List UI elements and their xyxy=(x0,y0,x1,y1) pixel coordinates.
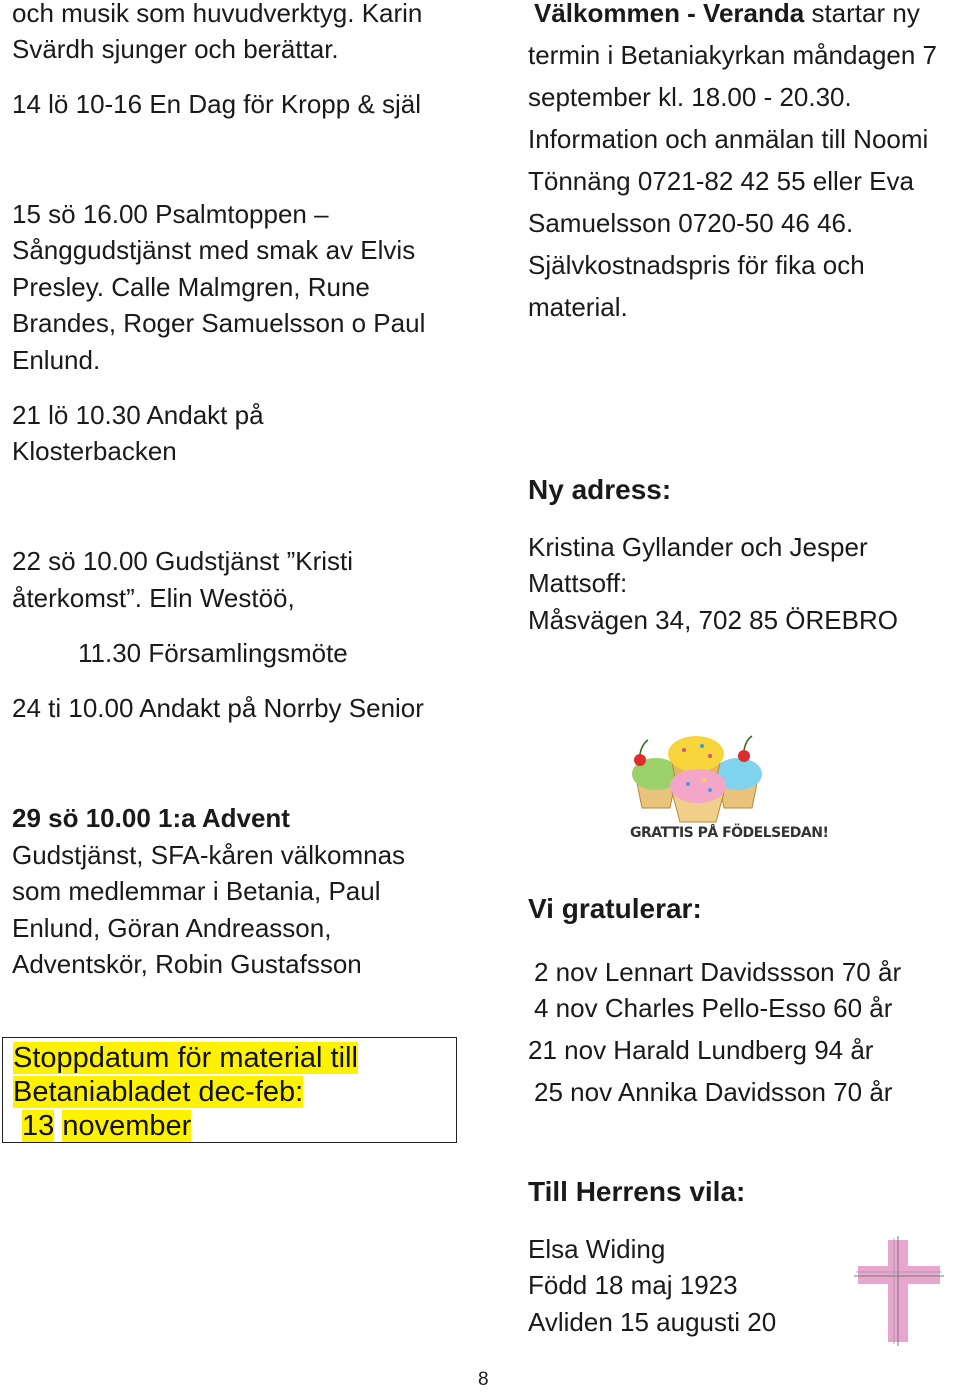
rest-born: Född 18 maj 1923 xyxy=(528,1270,738,1300)
stop-date-box xyxy=(2,1037,457,1143)
congrats-item-1: 2 nov Lennart Davidssson 70 år xyxy=(534,957,902,987)
event-29-title: 29 sö 10.00 1:a Advent xyxy=(12,803,290,833)
rest-died: Avliden 15 augusti 20 xyxy=(528,1307,777,1337)
congrats-item-3: 21 nov Harald Lundberg 94 år xyxy=(528,1035,874,1065)
cross-icon xyxy=(854,1236,944,1346)
event-15-line-5: Enlund. xyxy=(12,345,101,375)
veranda-line-1 xyxy=(534,0,920,34)
event-22-line-1: 22 sö 10.00 Gudstjänst ”Kristi xyxy=(12,546,354,576)
intro-line-1: och musik som huvudverktyg. Karin xyxy=(12,0,423,28)
congrats-item-4: 25 nov Annika Davidsson 70 år xyxy=(534,1077,893,1107)
intro-line-2: Svärdh sjunger och berättar. xyxy=(12,34,339,64)
event-22-meeting: 11.30 Församlingsmöte xyxy=(78,638,348,668)
congrats-heading: Vi gratulerar: xyxy=(528,893,702,924)
veranda-line-3: september kl. 18.00 - 20.30. xyxy=(528,82,852,112)
event-15-line-1: 15 sö 16.00 Psalmtoppen – xyxy=(12,199,329,229)
event-15-line-3: Presley. Calle Malmgren, Rune xyxy=(12,272,370,302)
page-number: 8 xyxy=(478,1369,489,1390)
new-address-heading: Ny adress: xyxy=(528,474,672,505)
veranda-line-2: termin i Betaniakyrkan måndagen 7 xyxy=(528,40,938,70)
address-line-3: Måsvägen 34, 702 85 ÖREBRO xyxy=(528,605,898,635)
rest-name: Elsa Widing xyxy=(528,1234,666,1264)
cross-image xyxy=(854,1236,944,1346)
address-line-2: Mattsoff: xyxy=(528,568,628,598)
event-24: 24 ti 10.00 Andakt på Norrby Senior xyxy=(12,693,424,723)
event-15-line-4: Brandes, Roger Samuelsson o Paul xyxy=(12,308,426,338)
stop-date-text-2: Betaniabladet dec-feb: xyxy=(13,1076,304,1108)
congrats-item-2: 4 nov Charles Pello-Esso 60 år xyxy=(534,993,893,1023)
veranda-rest: startar ny xyxy=(804,0,920,28)
event-29-line-3: Enlund, Göran Andreasson, xyxy=(12,913,332,943)
event-21-line-1: 21 lö 10.30 Andakt på xyxy=(12,400,264,430)
event-15-line-2: Sånggudstjänst med smak av Elvis xyxy=(12,235,416,265)
birthday-caption: GRATTIS PÅ FÖDELSEDAN! xyxy=(630,825,829,841)
event-22-line-2: återkomst”. Elin Westöö, xyxy=(12,583,295,613)
veranda-line-6: Samuelsson 0720-50 46 46. xyxy=(528,208,854,238)
stop-date-line-2 xyxy=(13,1075,303,1109)
veranda-line-4: Information och anmälan till Noomi xyxy=(528,124,929,154)
event-14: 14 lö 10-16 En Dag för Kropp & själ xyxy=(12,89,422,119)
stop-date-line-1 xyxy=(13,1041,358,1075)
veranda-title: Välkommen - Veranda xyxy=(534,0,805,28)
veranda-line-8: material. xyxy=(528,292,628,322)
stop-date-line-3 xyxy=(13,1109,191,1143)
veranda-line-5: Tönnäng 0721-82 42 55 eller Eva xyxy=(528,166,914,196)
stop-date-text-1: Stoppdatum för material till xyxy=(13,1042,358,1074)
event-29-line-1: Gudstjänst, SFA-kåren välkomnas xyxy=(12,840,406,870)
stop-date-month: november xyxy=(62,1110,192,1142)
stop-date-day: 13 xyxy=(22,1110,55,1142)
veranda-line-7: Självkostnadspris för fika och xyxy=(528,250,865,280)
event-21-line-2: Klosterbacken xyxy=(12,436,177,466)
rest-heading: Till Herrens vila: xyxy=(528,1176,746,1207)
event-29-line-4: Adventskör, Robin Gustafsson xyxy=(12,949,362,979)
address-line-1: Kristina Gyllander och Jesper xyxy=(528,532,868,562)
event-29-line-2: som medlemmar i Betania, Paul xyxy=(12,876,381,906)
